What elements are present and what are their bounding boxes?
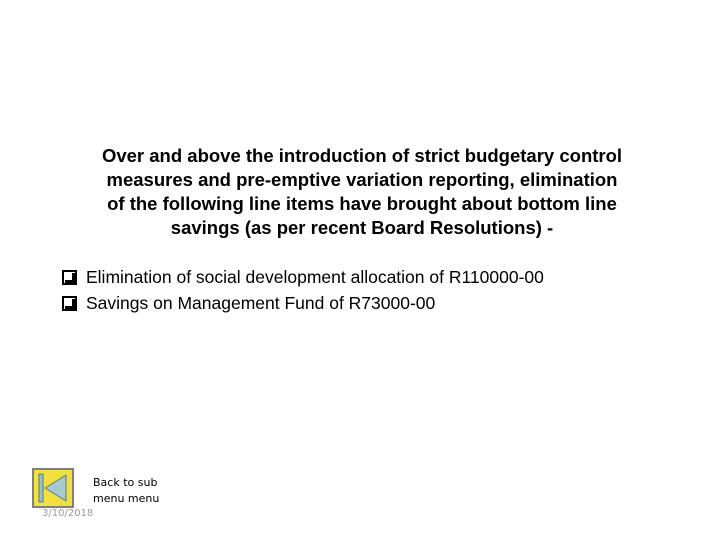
intro-paragraph: [62, 144, 662, 240]
back-label-line-2: menu menu: [93, 492, 160, 505]
intro-line-2: measures and pre-emptive variation reporting, elimination: [106, 169, 618, 190]
bullet-text-1: Elimination of social development allocation of R110000-00: [86, 266, 544, 287]
list-item: [62, 264, 682, 290]
intro-line-4: savings (as per recent Board Resolutions) -: [170, 217, 554, 238]
back-label-line-1: Back to sub: [93, 476, 158, 489]
intro-line-1: Over and above the introduction of strict budgetary control: [101, 145, 623, 166]
checkbox-bullet-icon: [62, 270, 77, 285]
list-item: [62, 290, 682, 316]
bullet-text-2: Savings on Management Fund of R73000-00: [86, 292, 436, 313]
slide-date: 3/10/2018: [42, 508, 94, 519]
checkbox-bullet-icon: [62, 296, 77, 311]
back-button[interactable]: [32, 468, 74, 508]
back-arrow-icon: [34, 470, 72, 506]
back-button-label[interactable]: [93, 475, 159, 507]
intro-line-3: of the following line items have brought about bottom line: [107, 193, 617, 214]
bullet-list: [62, 264, 682, 316]
